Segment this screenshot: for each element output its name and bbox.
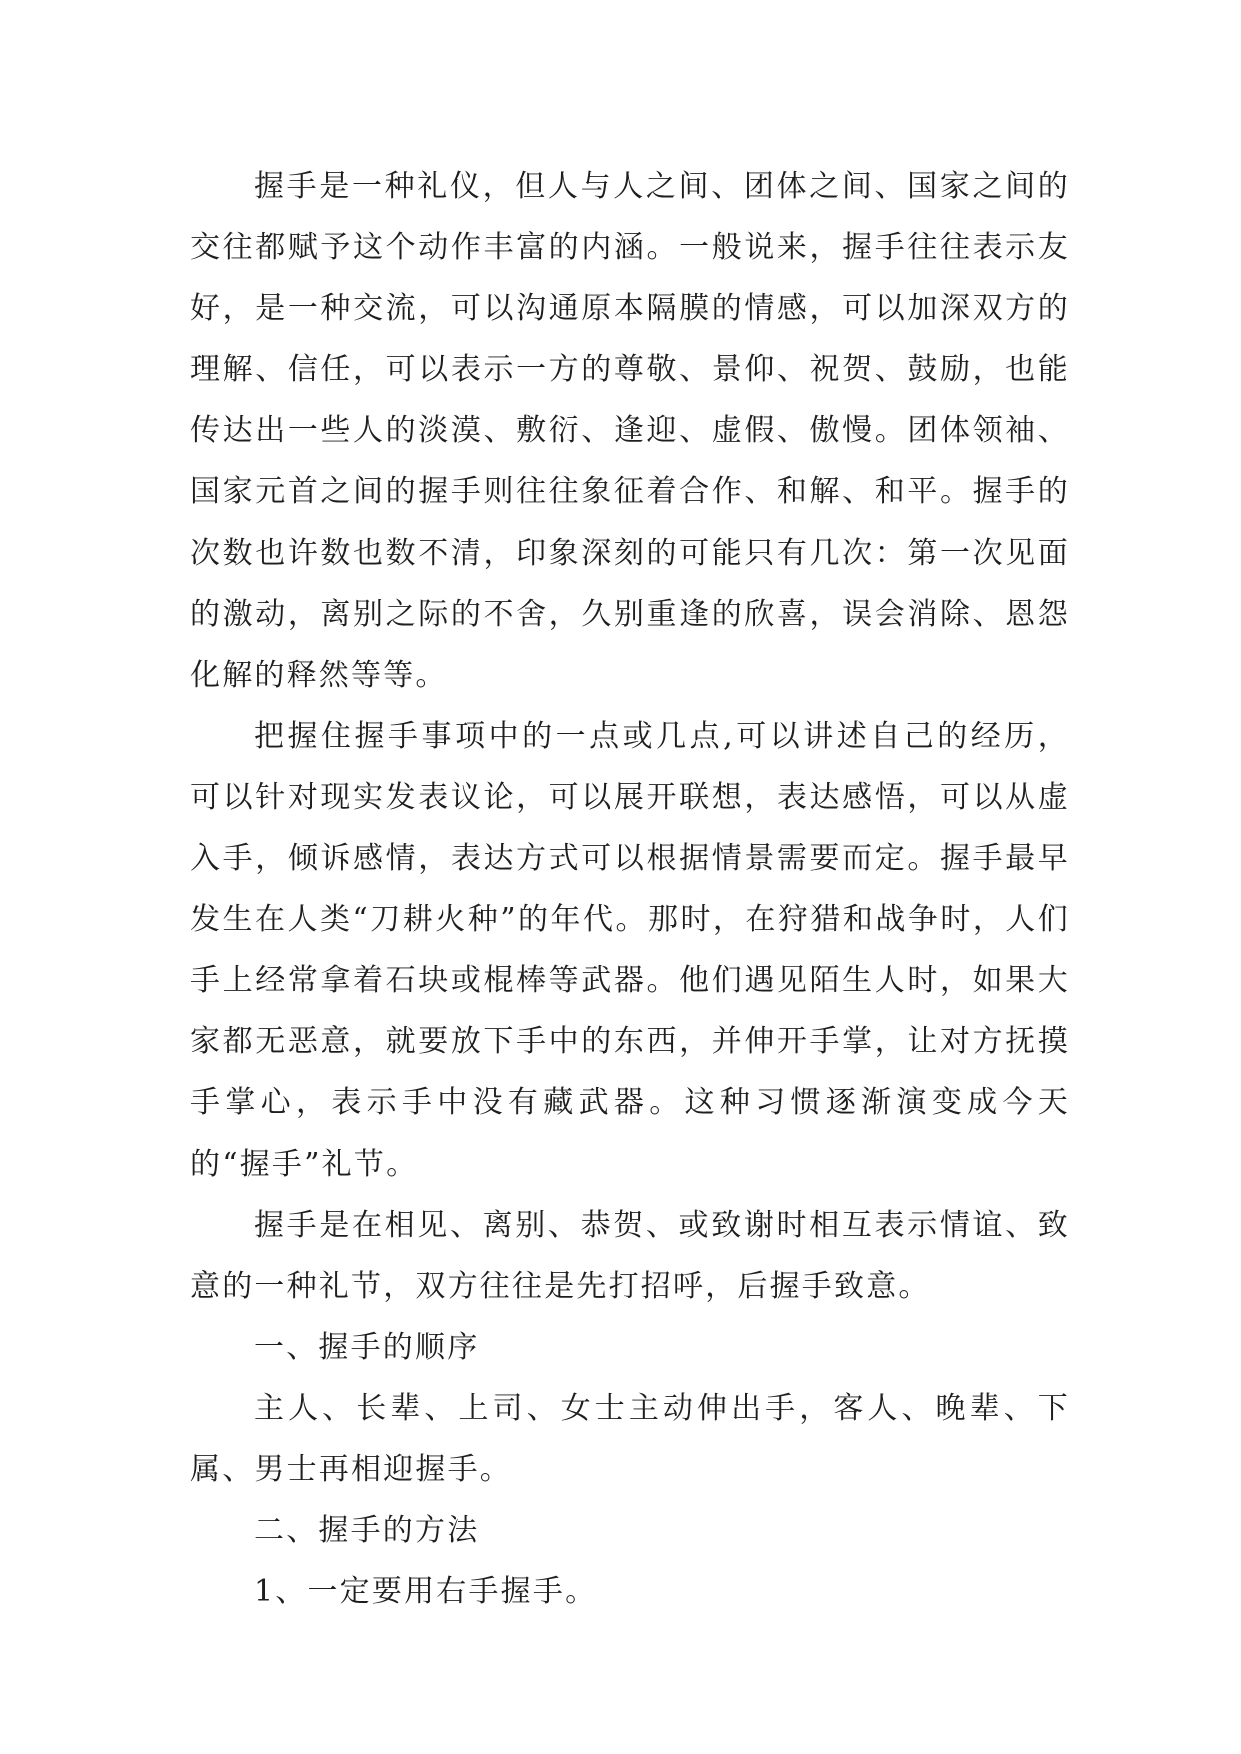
document-body: [190, 156, 1070, 1622]
paragraph-handshake-origin: 把握住握手事项中的一点或几点,可以讲述自己的经历，可以针对现实发表议论，可以展开联想，表达感悟，可以从虚入手，倾诉感情，表达方式可以根据情景需要而定。握手最早发生在人类“刀耕火种”的年代。那时，在狩猎和战争时，人们手上经常拿着石块或棍棒等武器。他们遇见陌生人时，如果大家都无恶意，就要放下手中的东西，并伸开手掌，让对方抚摸手掌心，表示手中没有藏武器。这种习惯逐渐演变成今天的“握手”礼节。: [190, 718, 1070, 1182]
list-item-right-hand: 1、一定要用右手握手。: [254, 1574, 598, 1610]
paragraph-handshake-order: 主人、长辈、上司、女士主动伸出手，客人、晚辈、下属、男士再相迎握手。: [190, 1390, 1070, 1487]
heading-handshake-order: 一、握手的顺序: [254, 1329, 480, 1365]
paragraph-handshake-definition: 握手是在相见、离别、恭贺、或致谢时相互表示情谊、致意的一种礼节，双方往往是先打招呼，后握手致意。: [190, 1207, 1070, 1304]
paragraph-handshake-meaning: 握手是一种礼仪，但人与人之间、团体之间、国家之间的交往都赋予这个动作丰富的内涵。一般说来，握手往往表示友好，是一种交流，可以沟通原本隔膜的情感，可以加深双方的理解、信任，可以表示一方的尊敬、景仰、祝贺、鼓励，也能传达出一些人的淡漠、敷衍、逢迎、虚假、傲慢。团体领袖、国家元首之间的握手则往往象征着合作、和解、和平。握手的次数也许数也数不清，印象深刻的可能只有几次：第一次见面的激动，离别之际的不舍，久别重逢的欣喜，误会消除、恩怨化解的释然等等。: [190, 169, 1070, 693]
heading-handshake-method: 二、握手的方法: [254, 1513, 480, 1549]
